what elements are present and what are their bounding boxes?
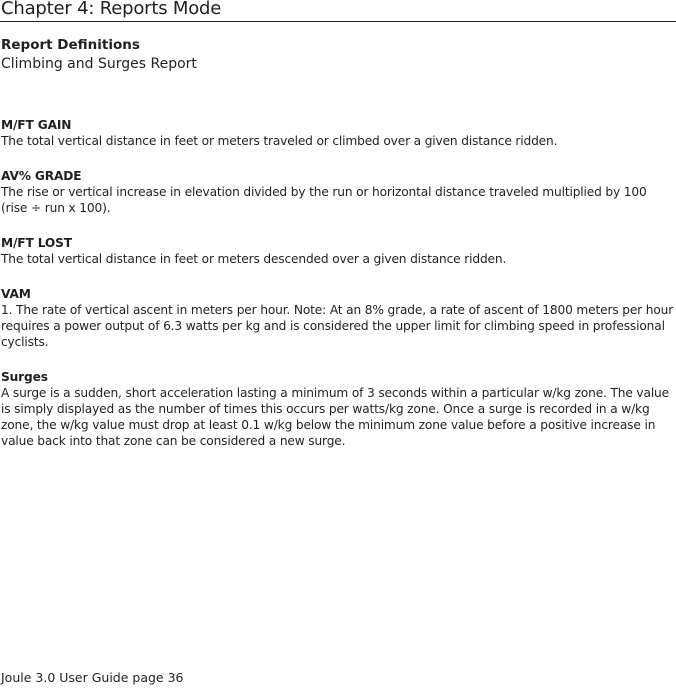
definitions-list: [1, 117, 675, 468]
definition-av-grade: [1, 168, 675, 216]
chapter-title: Chapter 4: Reports Mode: [1, 0, 222, 19]
section-heading: Report Definitions: [1, 37, 140, 53]
term-label: M/FT GAIN: [1, 118, 72, 132]
section-subtitle: Climbing and Surges Report: [1, 56, 197, 72]
term-label: M/FT LOST: [1, 236, 72, 250]
definition-mft-gain: [1, 117, 675, 149]
definition-surges: [1, 369, 675, 449]
term-label: VAM: [1, 287, 31, 301]
term-label: Surges: [1, 370, 48, 384]
page-footer: Joule 3.0 User Guide page 36: [1, 670, 184, 685]
term-description: The rise or vertical increase in elevation divided by the run or horizontal distance traveled multiplied by 100 (rise ÷ run x 100).: [1, 185, 647, 215]
chapter-divider: [0, 21, 676, 22]
definition-mft-lost: [1, 235, 675, 267]
definition-vam: [1, 286, 675, 350]
term-description: The total vertical distance in feet or meters descended over a given distance ridden.: [1, 252, 507, 266]
term-description: 1. The rate of vertical ascent in meters per hour. Note: At an 8% grade, a rate of ascent of 1800 meters per hour requires a power output of 6.3 watts per kg and is considered the upper limit for climbing speed in professional cyclists.: [1, 303, 674, 349]
term-description: A surge is a sudden, short acceleration lasting a minimum of 3 seconds within a particular w/kg zone. The value is simply displayed as the number of times this occurs per watts/kg zone. Once a surge is recorded in a w/kg zone, the w/kg value must drop at least 0.1 w/kg below the minimum zone value before a positive increase in value back into that zone can be considered a new surge.: [1, 386, 669, 448]
term-label: AV% GRADE: [1, 169, 82, 183]
term-description: The total vertical distance in feet or meters traveled or climbed over a given distance ridden.: [1, 134, 558, 148]
